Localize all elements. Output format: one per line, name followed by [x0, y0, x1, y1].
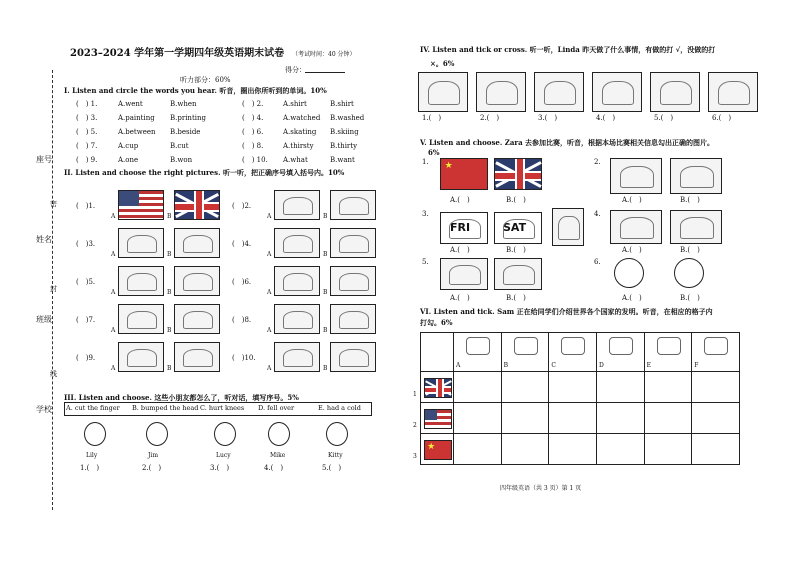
option-letter: B — [323, 213, 328, 220]
activity-picture — [476, 72, 526, 112]
column-letter: B — [503, 362, 509, 369]
fri-label: FRI — [450, 221, 471, 234]
option-letter: B — [167, 213, 172, 220]
option-letter: B — [323, 327, 328, 334]
picture-a — [118, 266, 164, 296]
picture-b — [174, 342, 220, 372]
option-letter: A — [111, 251, 116, 258]
option-letter: A — [111, 289, 116, 296]
option-letter: B — [323, 365, 328, 372]
section5-title2: 6% — [428, 148, 440, 157]
column-letter: F — [694, 362, 699, 369]
word-option[interactable]: A.thirsty — [283, 142, 314, 150]
picture-a — [118, 342, 164, 372]
page-title: 2023–2024 学年第一学期四年级英语期末试卷 — [70, 48, 285, 59]
option-letter: B — [167, 365, 172, 372]
word-option[interactable]: B.beside — [170, 128, 201, 136]
activity-picture — [418, 72, 468, 112]
answer-blank[interactable]: B.( ) — [680, 196, 700, 204]
answer-blank[interactable]: 2.( ) — [142, 464, 162, 472]
picture-a — [274, 304, 320, 334]
word-option[interactable]: B.cut — [170, 142, 189, 150]
answer-blank[interactable]: B.( ) — [506, 196, 526, 204]
kid-avatar — [84, 422, 106, 446]
item-number: 2. — [594, 158, 601, 166]
tick-cell[interactable] — [454, 403, 502, 434]
tick-cell[interactable] — [454, 434, 502, 465]
item-number: 4. — [594, 210, 601, 218]
answer-blank: ( ) 8. — [242, 142, 264, 150]
item-number: 5. — [422, 258, 429, 266]
picture-a — [440, 158, 488, 190]
word-option[interactable]: A.went — [118, 100, 143, 108]
country-flag-cell — [413, 403, 454, 434]
tick-cell[interactable] — [501, 372, 549, 403]
picture-a — [274, 266, 320, 296]
country-flag — [424, 440, 452, 460]
happy-face-icon — [614, 258, 644, 288]
option-letter: A — [267, 213, 272, 220]
answer-blank[interactable]: A.( ) — [450, 294, 470, 302]
sat-calendar-icon — [494, 212, 542, 244]
option-letter: B — [167, 251, 172, 258]
row-number: 1 — [413, 391, 417, 398]
margin-name: 姓名 — [36, 235, 52, 244]
country-flag-cell — [413, 372, 454, 403]
word-option[interactable]: B.won — [170, 156, 193, 164]
option-letter: A — [111, 327, 116, 334]
margin-seal-2: 封 — [50, 285, 57, 293]
answer-blank: ( ) 5. — [76, 128, 98, 136]
answer-blank: ( ) 9. — [76, 156, 98, 164]
invention-icon — [466, 337, 490, 355]
picture-a — [274, 228, 320, 258]
answer-blank[interactable]: 5.( ) — [654, 114, 674, 122]
tick-cell[interactable] — [644, 372, 692, 403]
tick-cell[interactable] — [692, 372, 740, 403]
column-letter: E — [646, 362, 652, 369]
margin-seal-1: 密 — [50, 200, 57, 208]
answer-blank[interactable]: B.( ) — [506, 294, 526, 302]
answer-blank[interactable]: 2.( ) — [480, 114, 500, 122]
answer-blank: ( ) 4. — [242, 114, 264, 122]
word-option[interactable]: A.painting — [118, 114, 155, 122]
kid-name: Lily — [86, 452, 98, 459]
word-option[interactable]: A.what — [283, 156, 308, 164]
activity-picture — [592, 72, 642, 112]
invention-column-header — [454, 333, 502, 372]
word-option[interactable]: A.cup — [118, 142, 139, 150]
picture-b — [330, 266, 376, 296]
uk-flag-cross — [194, 191, 204, 219]
margin-seat-no: 座号 — [36, 155, 52, 164]
word-option[interactable]: B.when — [170, 100, 197, 108]
uk-flag-cross — [515, 159, 525, 189]
invention-icon — [514, 337, 538, 355]
tick-cell[interactable] — [549, 403, 597, 434]
row-number: 2 — [413, 422, 417, 429]
kid-avatar — [214, 422, 236, 446]
answer-blank[interactable]: ( )2. — [232, 202, 252, 210]
answer-blank: ( ) 2. — [242, 100, 264, 108]
picture-a — [274, 190, 320, 220]
column-letter: A — [456, 362, 461, 369]
section6-title: VI. Listen and tick. Sam 正在给同学们介绍世界各个国家的发明。听音，在相应的格子内 — [420, 307, 713, 316]
picture-b — [670, 210, 722, 244]
kid-name: Mike — [270, 452, 286, 459]
picture-b — [670, 158, 722, 194]
invention-column-header — [596, 333, 644, 372]
answer-blank[interactable]: A.( ) — [450, 196, 470, 204]
picture-a — [610, 158, 662, 194]
answer-blank[interactable]: A.( ) — [622, 294, 642, 302]
activity-picture — [650, 72, 700, 112]
picture-a — [274, 342, 320, 372]
picture-b — [174, 266, 220, 296]
option-letter: A — [267, 251, 272, 258]
answer-blank[interactable]: ( )3. — [76, 240, 96, 248]
activity-picture — [708, 72, 758, 112]
section4-title: IV. Listen and tick or cross. 听一听，Linda 昨天做了什么事情，有做的打 √，没做的打 — [420, 45, 716, 54]
tick-cell[interactable] — [644, 434, 692, 465]
condition-option: C. hurt knees — [200, 404, 245, 412]
zara-picture — [552, 208, 584, 246]
option-letter: A — [267, 289, 272, 296]
picture-b — [330, 228, 376, 258]
flute-picture — [440, 258, 488, 290]
word-option[interactable]: B.washed — [330, 114, 365, 122]
invention-column-header — [501, 333, 549, 372]
picture-a — [118, 228, 164, 258]
word-option[interactable]: B.skiing — [330, 128, 359, 136]
condition-option: E. had a cold — [318, 404, 361, 412]
violin-picture — [494, 258, 542, 290]
picture-b — [330, 342, 376, 372]
answer-blank[interactable]: 4.( ) — [596, 114, 616, 122]
picture-b — [174, 228, 220, 258]
tick-cell[interactable] — [454, 372, 502, 403]
answer-blank: ( ) 10. — [242, 156, 268, 164]
answer-blank[interactable]: ( )9. — [76, 354, 96, 362]
us-flag-canton — [425, 410, 437, 420]
option-letter: A — [111, 365, 116, 372]
kid-name: Lucy — [216, 452, 231, 459]
section3-title: III. Listen and choose. 这些小朋友都怎么了，听对话，填写序号。5% — [64, 393, 299, 402]
option-letter: A — [111, 213, 116, 220]
picture-a — [610, 210, 662, 244]
tick-cell[interactable] — [501, 434, 549, 465]
option-letter: A — [267, 327, 272, 334]
tick-cell[interactable] — [549, 372, 597, 403]
invention-icon — [561, 337, 585, 355]
option-letter: A — [267, 365, 272, 372]
country-flag-cell — [413, 434, 454, 465]
kid-avatar — [268, 422, 290, 446]
word-option[interactable]: B.thirty — [330, 142, 358, 150]
answer-blank[interactable]: 4.( ) — [264, 464, 284, 472]
picture-a — [118, 304, 164, 334]
answer-blank[interactable]: ( )8. — [232, 316, 252, 324]
picture-b — [330, 190, 376, 220]
word-option[interactable]: A.skating — [283, 128, 317, 136]
invention-column-header — [549, 333, 597, 372]
invention-table — [413, 332, 740, 465]
time-note: （考试时间：40 分钟） — [292, 51, 356, 58]
word-option[interactable]: A.shirt — [283, 100, 307, 108]
picture-a — [118, 190, 164, 220]
answer-blank[interactable]: 6.( ) — [712, 114, 732, 122]
column-letter: D — [598, 362, 604, 369]
option-letter: B — [167, 327, 172, 334]
answer-blank: ( ) 3. — [76, 114, 98, 122]
country-flag — [424, 409, 452, 429]
item-number: 6. — [594, 258, 601, 266]
us-flag-canton — [119, 191, 139, 206]
uk-flag-cross — [436, 379, 444, 397]
margin-seal-3: 线 — [50, 370, 57, 378]
score-label: 得分： — [285, 66, 306, 74]
section2-title: II. Listen and choose the right pictures. 听一听，把正确序号填入括号内。10% — [64, 168, 345, 177]
answer-blank[interactable]: 1.( ) — [422, 114, 442, 122]
answer-blank[interactable]: ( )1. — [76, 202, 96, 210]
answer-blank: ( ) 6. — [242, 128, 264, 136]
answer-blank[interactable]: 3.( ) — [210, 464, 230, 472]
answer-blank: ( ) 1. — [76, 100, 98, 108]
invention-icon — [609, 337, 633, 355]
listening-part: 听力部分：60% — [180, 76, 231, 84]
answer-blank[interactable]: ( )10. — [232, 354, 256, 362]
answer-blank[interactable]: 5.( ) — [322, 464, 342, 472]
word-option[interactable]: A.one — [118, 156, 139, 164]
condition-option: A. cut the finger — [66, 404, 120, 412]
tick-cell[interactable] — [596, 372, 644, 403]
picture-b — [174, 304, 220, 334]
word-option[interactable]: B.want — [330, 156, 355, 164]
tick-cell[interactable] — [596, 434, 644, 465]
picture-b — [494, 158, 542, 190]
picture-b — [174, 190, 220, 220]
kid-avatar — [146, 422, 168, 446]
score-field[interactable] — [305, 72, 345, 73]
item-number: 3. — [422, 210, 429, 218]
answer-blank: ( ) 7. — [76, 142, 98, 150]
invention-icon — [657, 337, 681, 355]
word-option[interactable]: A.between — [118, 128, 156, 136]
answer-blank[interactable]: ( )6. — [232, 278, 252, 286]
answer-blank[interactable]: ( )7. — [76, 316, 96, 324]
answer-blank[interactable]: B.( ) — [506, 246, 526, 254]
tick-cell[interactable] — [501, 403, 549, 434]
table-corner — [421, 333, 454, 372]
option-letter: B — [323, 251, 328, 258]
word-option[interactable]: B.printing — [170, 114, 206, 122]
invention-column-header — [692, 333, 740, 372]
sat-label: SAT — [503, 221, 527, 234]
answer-blank[interactable]: ( )4. — [232, 240, 252, 248]
picture-b — [330, 304, 376, 334]
answer-blank[interactable]: 1.( ) — [80, 464, 100, 472]
option-letter: B — [167, 289, 172, 296]
kid-name: Kitty — [328, 452, 343, 459]
item-number: 1. — [422, 158, 429, 166]
tick-cell[interactable] — [549, 434, 597, 465]
condition-option: D. fell over — [258, 404, 295, 412]
tick-cell[interactable] — [644, 403, 692, 434]
word-option[interactable]: B.shirt — [330, 100, 354, 108]
column-letter: C — [551, 362, 556, 369]
answer-blank[interactable]: A.( ) — [622, 196, 642, 204]
section4-title2: ×。6% — [430, 59, 455, 68]
answer-blank[interactable]: A.( ) — [622, 246, 642, 254]
option-letter: B — [323, 289, 328, 296]
row-number: 3 — [413, 453, 417, 460]
country-flag — [424, 378, 452, 398]
answer-blank[interactable]: B.( ) — [680, 246, 700, 254]
tick-cell[interactable] — [692, 403, 740, 434]
margin-class: 班级 — [36, 315, 52, 324]
answer-blank[interactable]: ( )5. — [76, 278, 96, 286]
activity-picture — [534, 72, 584, 112]
answer-blank[interactable]: A.( ) — [450, 246, 470, 254]
page-footer: 四年级英语（共 3 页）第 1 页 — [500, 485, 582, 492]
kid-avatar — [326, 422, 348, 446]
tick-cell[interactable] — [692, 434, 740, 465]
section1-title: I. Listen and circle the words you hear. 听音，圈出你所听到的单词。10% — [64, 86, 327, 95]
answer-blank[interactable]: 3.( ) — [538, 114, 558, 122]
condition-option: B. bumped the head — [132, 404, 199, 412]
invention-icon — [704, 337, 728, 355]
kid-name: Jim — [148, 452, 159, 459]
margin-school: 学校 — [36, 405, 52, 414]
word-option[interactable]: A.watched — [283, 114, 321, 122]
answer-blank[interactable]: B.( ) — [680, 294, 700, 302]
tick-cell[interactable] — [596, 403, 644, 434]
section6-title2: 打勾。6% — [420, 318, 453, 327]
invention-column-header — [644, 333, 692, 372]
sad-face-icon — [674, 258, 704, 288]
fri-calendar-icon — [440, 212, 488, 244]
section5-title: V. Listen and choose. Zara 去参加比赛，听音，根据本场比赛相关信息勾出正确的图片。 — [420, 138, 715, 147]
